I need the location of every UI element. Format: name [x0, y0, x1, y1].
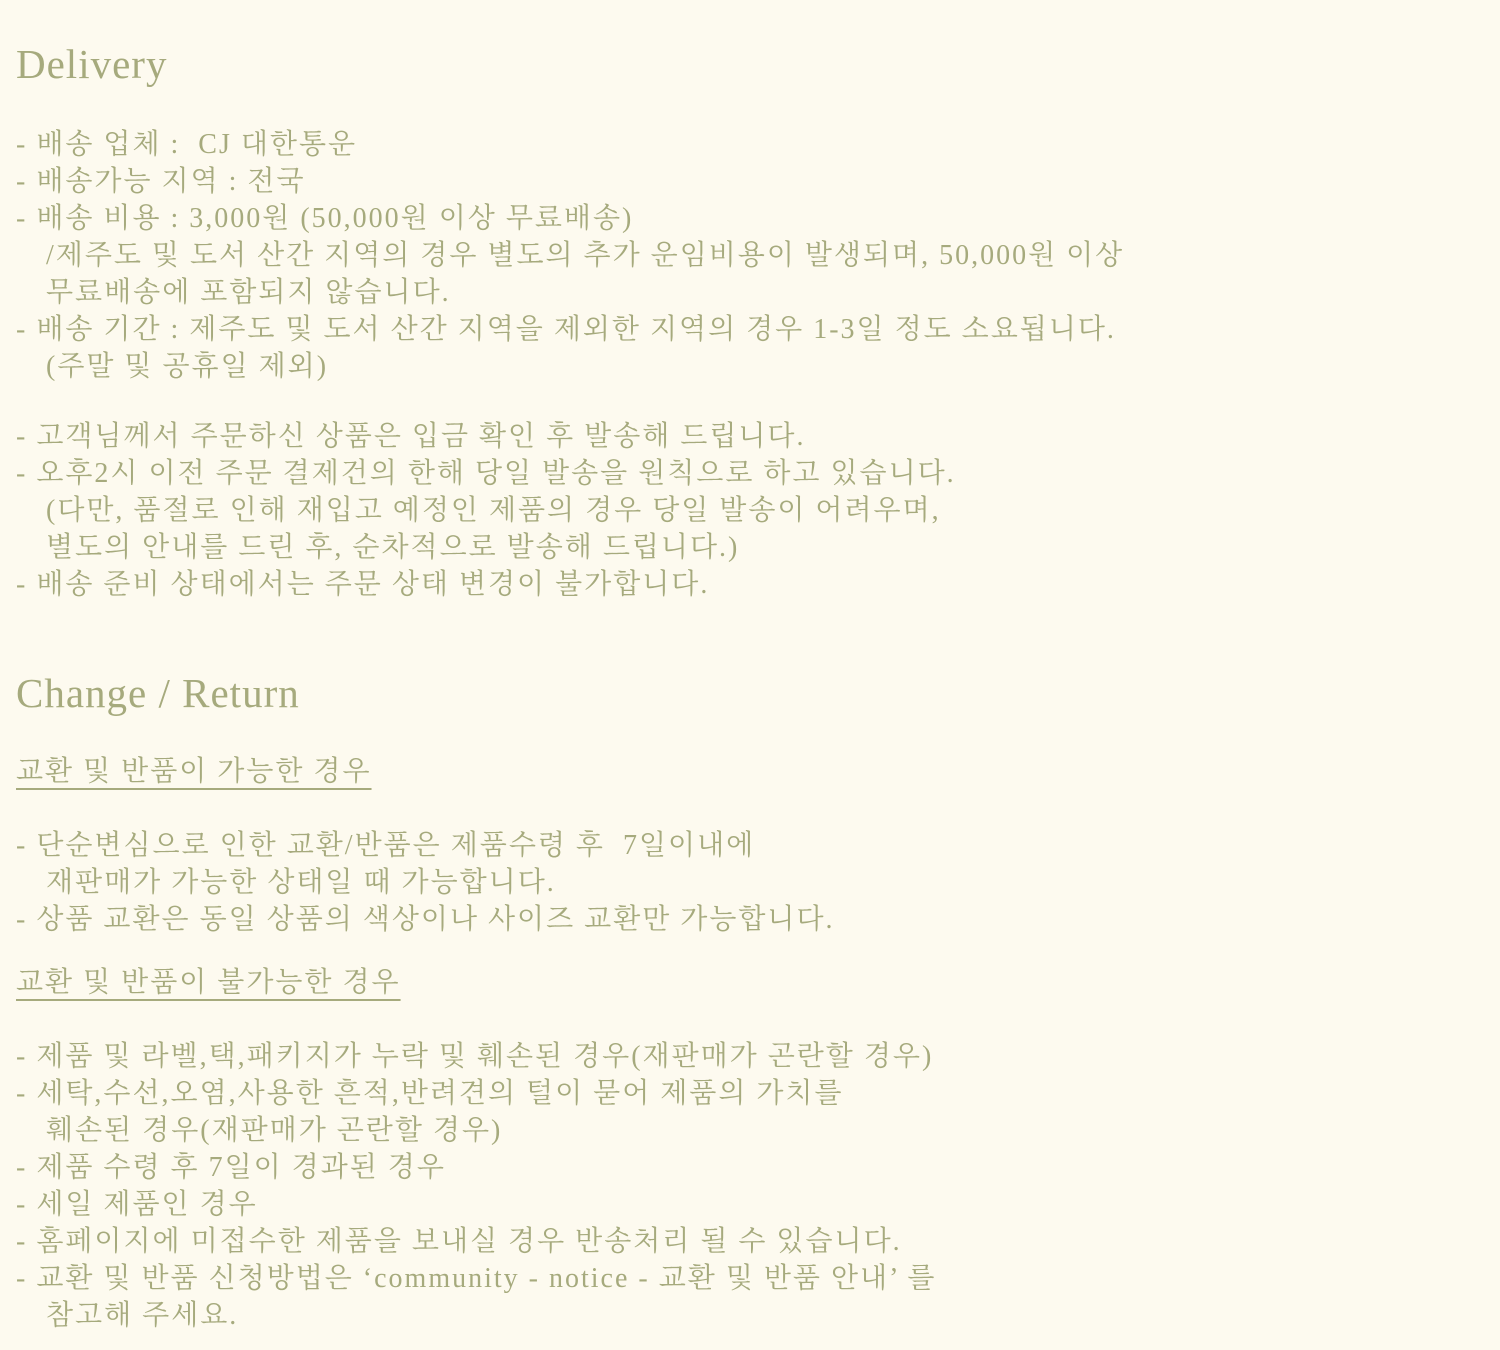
- return-impossible-subtitle: 교환 및 반품이 불가능한 경우: [16, 967, 401, 998]
- policy-line: - 제품 및 라벨,택,패키지가 누락 및 훼손된 경우(재판매가 곤란할 경우): [16, 1041, 934, 1072]
- policy-line: - 세탁,수선,오염,사용한 흔적,반려견의 털이 묻어 제품의 가치를: [16, 1078, 844, 1109]
- policy-line: - 세일 제품인 경우: [16, 1189, 258, 1220]
- policy-line: 참고해 주세요.: [46, 1300, 239, 1331]
- policy-line: - 홈페이지에 미접수한 제품을 보내실 경우 반송처리 될 수 있습니다.: [16, 1226, 902, 1257]
- policy-line: - 교환 및 반품 신청방법은 ‘community - notice - 교환 및 반품 안내’ 를: [16, 1263, 937, 1294]
- policy-line: - 배송 준비 상태에서는 주문 상태 변경이 불가합니다.: [16, 569, 710, 600]
- delivery-heading: Delivery: [16, 41, 168, 87]
- policy-line: - 단순변심으로 인한 교환/반품은 제품수령 후 7일이내에: [16, 830, 756, 861]
- policy-line: (다만, 품절로 인해 재입고 예정인 제품의 경우 당일 발송이 어려우며,: [46, 495, 941, 526]
- spacer: [16, 385, 1480, 418]
- policy-line: - 배송 업체 : CJ 대한통운: [16, 129, 358, 160]
- return-impossible-group: [16, 1038, 1480, 1334]
- policy-line: - 배송 비용 : 3,000원 (50,000원 이상 무료배송): [16, 203, 634, 234]
- policy-line: - 제품 수령 후 7일이 경과된 경우: [16, 1152, 446, 1183]
- policy-line: 재판매가 가능한 상태일 때 가능합니다.: [46, 867, 556, 898]
- policy-line: - 배송 기간 : 제주도 및 도서 산간 지역을 제외한 지역의 경우 1-3일 정도 소요됩니다.: [16, 314, 1116, 345]
- change-return-heading: Change / Return: [16, 670, 300, 716]
- policy-line: - 오후2시 이전 주문 결제건의 한해 당일 발송을 원칙으로 하고 있습니다.: [16, 458, 956, 489]
- policy-line: (주말 및 공휴일 제외): [46, 351, 329, 382]
- policy-line: - 고객님께서 주문하신 상품은 입금 확인 후 발송해 드립니다.: [16, 421, 806, 452]
- policy-line: - 배송가능 지역 : 전국: [16, 166, 306, 197]
- delivery-info-group: [16, 126, 1480, 385]
- policy-line: 무료배송에 포함되지 않습니다.: [46, 277, 451, 308]
- delivery-shipping-group: [16, 418, 1480, 603]
- return-possible-group: [16, 827, 1480, 938]
- policy-line: - 상품 교환은 동일 상품의 색상이나 사이즈 교환만 가능합니다.: [16, 904, 835, 935]
- policy-line: 훼손된 경우(재판매가 곤란할 경우): [46, 1115, 503, 1146]
- policy-line: 별도의 안내를 드린 후, 순차적으로 발송해 드립니다.): [46, 532, 740, 563]
- return-possible-subtitle: 교환 및 반품이 가능한 경우: [16, 756, 372, 787]
- policy-line: /제주도 및 도서 산간 지역의 경우 별도의 추가 운임비용이 발생되며, 50,000원 이상: [46, 240, 1125, 271]
